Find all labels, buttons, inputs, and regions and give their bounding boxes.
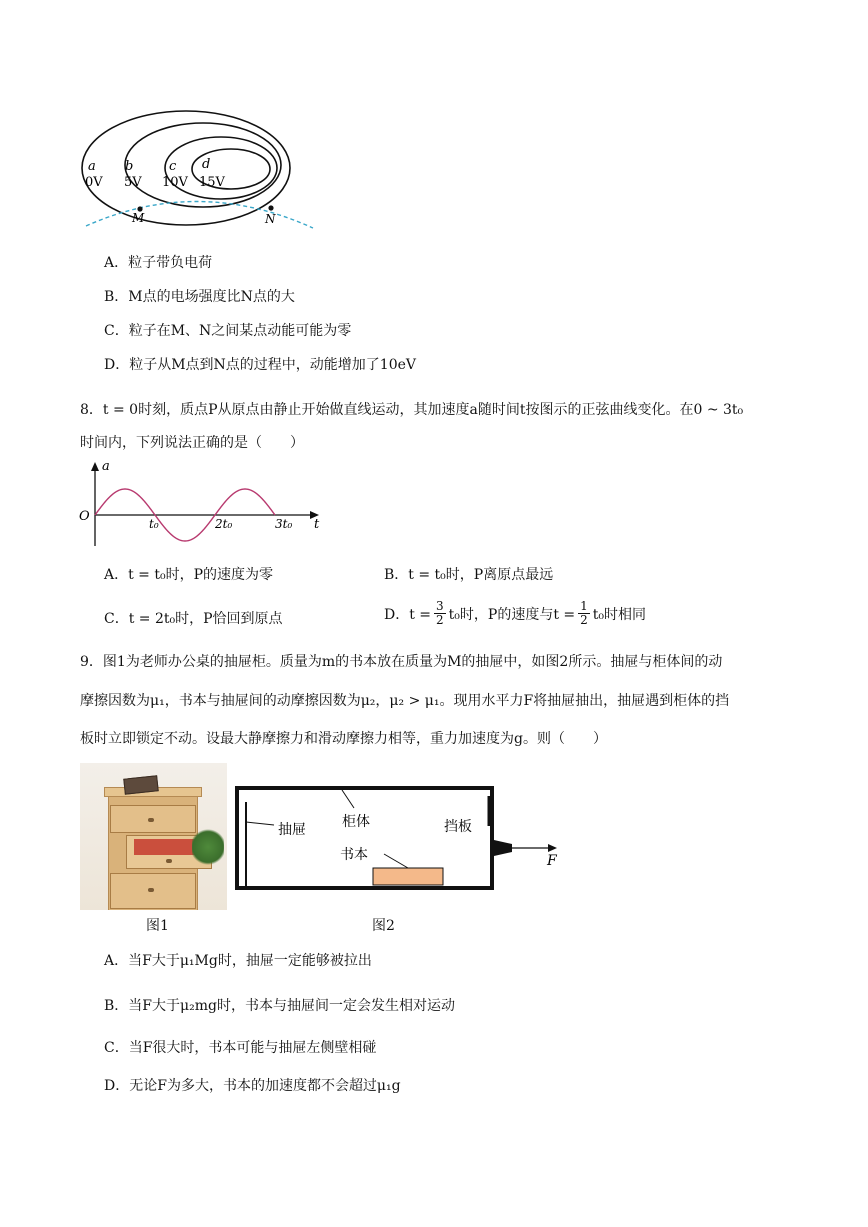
q8-stem-line1: 8．t = 0时刻，质点P从原点由静止开始做直线运动，其加速度a随时间t按图示的正弦曲线变化。在0 ~ 3t₀ <box>80 402 744 418</box>
point-n-dot <box>268 205 273 210</box>
q9-stem-line3: 板时立即锁定不动。设最大静摩擦力和滑动摩擦力相等，重力加速度为g。则（ ） <box>80 731 607 747</box>
equipotential-a <box>82 111 290 225</box>
open-drawer-knob <box>166 859 172 863</box>
y-axis-label: a <box>102 459 110 474</box>
fraction-1-2-den: 2 <box>580 613 588 627</box>
q8-option-d-prefix: D．t = <box>384 606 432 623</box>
top-drawer-knob <box>148 818 154 822</box>
drawer-handle <box>494 840 512 856</box>
y-axis-arrow <box>91 462 99 471</box>
q9-stem-line2: 摩擦因数为μ₁，书本与抽屉间的动摩擦因数为μ₂，μ₂ > μ₁。现用水平力F将抽屉抽出，抽屉遇到柜体的挡 <box>80 693 730 709</box>
volt-b: 5V <box>124 175 142 190</box>
leader-book <box>384 854 408 868</box>
q7-option-a: A．粒子带负电荷 <box>104 255 213 271</box>
x-axis-label: t <box>314 517 320 532</box>
q8-option-d-suffix: t₀时相同 <box>592 606 647 623</box>
bottom-drawer-knob <box>148 888 154 892</box>
q9-option-a: A．当F大于μ₁Mg时，抽屉一定能够被拉出 <box>104 953 372 969</box>
q8-option-b: B．t = t₀时，P离原点最远 <box>384 567 554 583</box>
origin-label: O <box>79 509 90 524</box>
label-body: 柜体 <box>342 814 370 830</box>
book-block <box>373 868 443 885</box>
drawer-schematic <box>232 782 572 894</box>
volt-c: 10V <box>162 175 188 190</box>
volt-a: 0V <box>85 175 103 190</box>
label-d: d <box>202 157 211 172</box>
label-m: M <box>132 211 145 225</box>
q8-option-d <box>384 600 646 627</box>
label-n: N <box>265 212 276 226</box>
q9-option-c: C．当F很大时，书本可能与抽屉左侧壁相碰 <box>104 1040 377 1056</box>
label-stop: 挡板 <box>444 819 472 835</box>
q8-option-a: A．t = t₀时，P的速度为零 <box>104 567 274 583</box>
label-drawer: 抽屉 <box>278 822 306 838</box>
force-arrow-head <box>548 844 557 852</box>
fraction-3-2-num: 3 <box>436 599 444 613</box>
leader-drawer <box>246 822 274 825</box>
label-c: c <box>169 159 177 174</box>
q8-option-c: C．t = 2t₀时，P恰回到原点 <box>104 611 283 627</box>
fraction-1-2 <box>578 600 590 627</box>
q9-option-b: B．当F大于μ₂mg时，书本与抽屉间一定会发生相对运动 <box>104 998 455 1014</box>
sine-graph <box>78 458 328 548</box>
equipotential-figure <box>78 106 328 236</box>
label-book: 书本 <box>340 847 368 863</box>
q8-stem-line2: 时间内，下列说法正确的是（ ） <box>80 435 304 451</box>
plant-leaves <box>192 827 224 867</box>
q8-option-d-middle: t₀时，P的速度与t = <box>448 606 576 623</box>
label-b: b <box>125 159 134 174</box>
drawer-contents <box>134 839 200 855</box>
cabinet-frame <box>237 788 492 888</box>
tick-t0: t₀ <box>149 517 159 531</box>
q7-option-b: B．M点的电场强度比N点的大 <box>104 289 295 305</box>
volt-d: 15V <box>199 175 225 190</box>
q7-option-d: D．粒子从M点到N点的过程中，动能增加了10eV <box>104 357 417 373</box>
drawer-cabinet-photo <box>80 763 227 910</box>
fraction-3-2-den: 2 <box>436 613 444 627</box>
tick-2t0: 2t₀ <box>215 517 233 531</box>
fig2-caption: 图2 <box>372 918 395 934</box>
label-a: a <box>88 159 96 174</box>
q7-option-c: C．粒子在M、N之间某点动能可能为零 <box>104 323 352 339</box>
q9-stem-line1: 9．图1为老师办公桌的抽屉柜。质量为m的书本放在质量为M的抽屉中，如图2所示。抽屉与柜体间的动 <box>80 654 723 670</box>
tick-3t0: 3t₀ <box>275 517 293 531</box>
leader-body <box>342 790 354 808</box>
fig1-caption: 图1 <box>146 918 169 934</box>
fraction-1-2-num: 1 <box>580 599 588 613</box>
fraction-3-2 <box>434 600 446 627</box>
label-force: F <box>547 853 557 869</box>
q9-option-d: D．无论F为多大，书本的加速度都不会超过μ₁g <box>104 1078 401 1094</box>
